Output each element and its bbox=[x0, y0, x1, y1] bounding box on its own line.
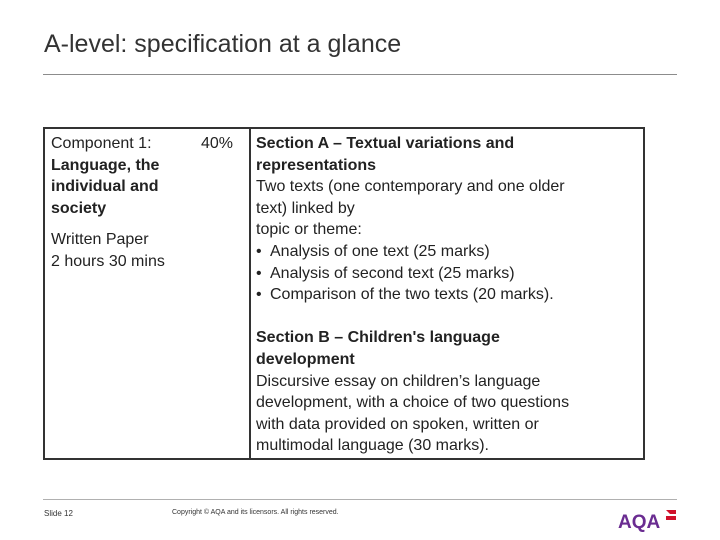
bullet-text: Comparison of the two texts (20 marks). bbox=[270, 286, 554, 304]
logo-mark-icon bbox=[666, 510, 676, 514]
copyright-notice: Copyright © AQA and its licensors. All rights reserved. bbox=[172, 509, 339, 516]
section-b-body-line-2: development, with a choice of two questions bbox=[256, 394, 570, 412]
bullet-item bbox=[256, 263, 640, 285]
title-divider bbox=[43, 74, 677, 75]
component-name-line-3: society bbox=[51, 199, 107, 217]
section-b-body-line-1: Discursive essay on children’s language bbox=[256, 372, 541, 390]
aqa-logo bbox=[616, 506, 680, 532]
bullet-item bbox=[256, 241, 640, 263]
bullet-icon: • bbox=[256, 264, 262, 282]
logo-mark-bar-icon bbox=[666, 516, 676, 520]
section-b-title-line-2: development bbox=[256, 350, 355, 368]
bullet-icon: • bbox=[256, 286, 262, 304]
column-divider bbox=[249, 129, 251, 458]
content-cell bbox=[256, 133, 640, 457]
slide-number: Slide 12 bbox=[44, 509, 73, 518]
bullet-icon: • bbox=[256, 242, 262, 260]
section-b-body-line-3: with data provided on spoken, written or bbox=[256, 415, 539, 433]
section-a-body-line-3: topic or theme: bbox=[256, 221, 362, 239]
section-a-body-line-2: text) linked by bbox=[256, 199, 355, 217]
section-a-title-line-2: representations bbox=[256, 156, 377, 174]
weighting-cell: 40% bbox=[201, 135, 234, 152]
aqa-logo-text: AQA bbox=[618, 512, 661, 532]
exam-duration: 2 hours 30 mins bbox=[51, 252, 165, 270]
component-name-line-1: Language, the bbox=[51, 156, 160, 174]
bullet-text: Analysis of one text (25 marks) bbox=[270, 242, 490, 260]
component-cell bbox=[51, 133, 191, 272]
specification-table bbox=[43, 127, 645, 460]
footer-divider bbox=[43, 499, 677, 500]
section-b-body-line-4: multimodal language (30 marks). bbox=[256, 437, 489, 455]
component-heading: Component 1: bbox=[51, 135, 152, 152]
bullet-text: Analysis of second text (25 marks) bbox=[270, 264, 515, 282]
component-name-line-2: individual and bbox=[51, 178, 159, 195]
section-a-body-line-1: Two texts (one contemporary and one older bbox=[256, 178, 565, 196]
section-a-title-line-1: Section A – Textual variations and bbox=[256, 135, 515, 152]
section-b-title-line-1: Section B – Children's language bbox=[256, 329, 500, 347]
slide-title: A-level: specification at a glance bbox=[44, 30, 402, 58]
bullet-item bbox=[256, 284, 640, 306]
exam-type: Written Paper bbox=[51, 231, 149, 248]
